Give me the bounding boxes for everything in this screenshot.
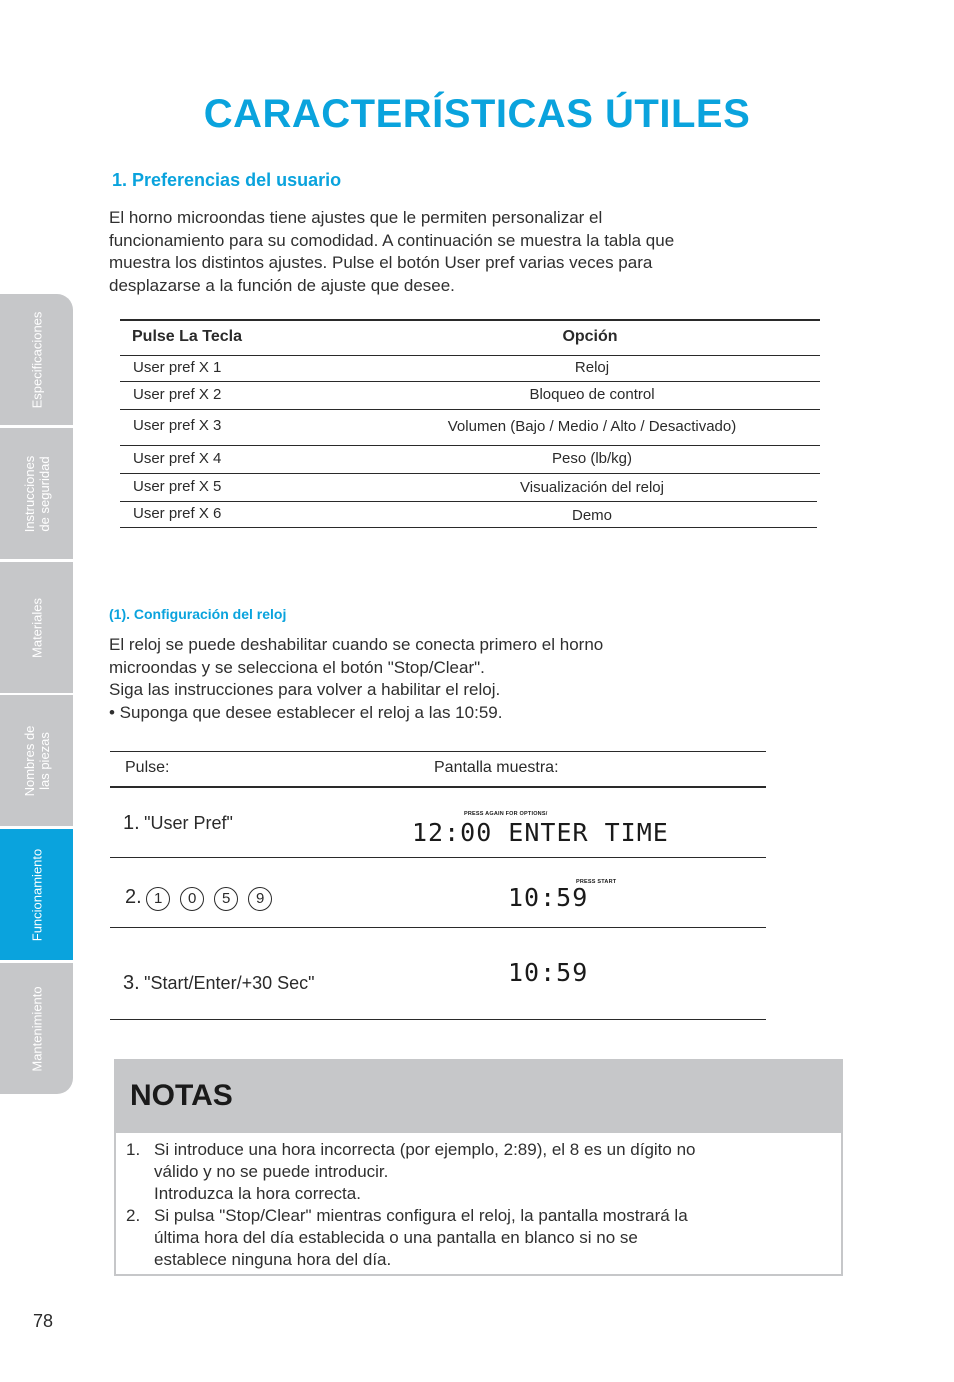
- user-pref-table: [120, 319, 820, 528]
- subsection-heading-reloj: (1). Configuración del reloj: [109, 606, 287, 622]
- table-header: [120, 319, 820, 356]
- section-heading-preferencias: 1. Preferencias del usuario: [112, 170, 342, 190]
- tab-label: Mantenimiento: [29, 985, 44, 1072]
- paragraph-line: El horno microondas tiene ajustes que le permiten personalizar el: [109, 208, 603, 227]
- table-row: [120, 356, 820, 382]
- notes-header: [116, 1061, 841, 1133]
- page-number: 78: [33, 1311, 54, 1331]
- step-label: [125, 886, 282, 911]
- step-number: 2.: [125, 886, 142, 908]
- table-cell: User pref X 2: [133, 386, 222, 403]
- step-number: 1.: [123, 812, 140, 834]
- table-row: [120, 446, 820, 474]
- column-header: Pulse La Tecla: [132, 328, 242, 345]
- step-row: [110, 928, 766, 1020]
- table-cell: User pref X 1: [133, 359, 222, 376]
- display-readout: 10:59: [508, 883, 589, 912]
- column-header: Pantalla muestra:: [434, 759, 559, 776]
- tab-label: Especificaciones: [29, 311, 44, 408]
- note-number: 1.: [126, 1140, 141, 1159]
- tab-especificaciones[interactable]: [0, 294, 73, 425]
- table-cell: Volumen (Bajo / Medio / Alto / Desactivado): [447, 418, 737, 435]
- note-line: Introduzca la hora correcta.: [154, 1184, 361, 1203]
- step-text: "User Pref": [144, 813, 233, 833]
- key-9-button: 9: [248, 887, 272, 911]
- table-header: [110, 751, 766, 788]
- table-cell: User pref X 3: [133, 417, 222, 434]
- table-cell: Reloj: [574, 359, 610, 376]
- note-line: Si pulsa "Stop/Clear" mientras configura el reloj, la pantalla mostrará la: [154, 1206, 688, 1225]
- list-item: [126, 1139, 826, 1205]
- tab-label-line: Instrucciones: [21, 455, 37, 532]
- key-1-button: 1: [146, 887, 170, 911]
- tab-materiales[interactable]: [0, 562, 73, 693]
- step-row: [110, 858, 766, 928]
- display-readout: 12:00 ENTER TIME: [412, 818, 669, 847]
- list-item: [126, 1205, 826, 1271]
- note-number: 2.: [126, 1206, 141, 1225]
- key-5-button: 5: [214, 887, 238, 911]
- table-row: [120, 502, 817, 528]
- side-navigation: [0, 294, 73, 1094]
- note-line: establece ninguna hora del día.: [154, 1250, 392, 1269]
- paragraph-line: Siga las instrucciones para volver a habilitar el reloj.: [109, 680, 501, 699]
- display-small-text: PRESS AGAIN FOR OPTIONS/: [464, 811, 548, 817]
- step-label: [123, 972, 315, 995]
- table-row: [120, 474, 817, 502]
- section-paragraph: [109, 634, 829, 724]
- section-paragraph: [109, 207, 829, 297]
- note-line: Si introduce una hora incorrecta (por ejemplo, 2:89), el 8 es un dígito no: [154, 1140, 696, 1159]
- table-cell: Bloqueo de control: [529, 386, 655, 403]
- tab-label-line: Nombres de: [21, 725, 37, 796]
- table-cell: Demo: [571, 507, 612, 524]
- tab-label: Funcionamiento: [29, 848, 44, 941]
- table-cell: User pref X 6: [133, 505, 222, 522]
- tab-label: [22, 455, 52, 532]
- key-0-button: 0: [180, 887, 204, 911]
- tab-funcionamiento[interactable]: [0, 829, 73, 960]
- table-cell: Peso (lb/kg): [551, 450, 633, 467]
- step-number: 3.: [123, 972, 140, 994]
- tab-label-line: las piezas: [36, 731, 52, 790]
- table-cell: User pref X 4: [133, 450, 222, 467]
- step-label: [123, 812, 233, 835]
- column-header: Opción: [562, 328, 618, 345]
- paragraph-line: desplazarse a la función de ajuste que desee.: [109, 275, 455, 295]
- paragraph-line: El reloj se puede deshabilitar cuando se conecta primero el horno: [109, 635, 604, 654]
- notes-list: [126, 1139, 826, 1271]
- note-line: válido y no se puede introducir.: [154, 1162, 389, 1181]
- page-title: CARACTERÍSTICAS ÚTILES: [203, 92, 751, 136]
- tab-label: Materiales: [29, 597, 44, 658]
- tab-label: [22, 725, 52, 796]
- clock-steps-table: [110, 751, 766, 1020]
- paragraph-line: muestra los distintos ajustes. Pulse el botón User pref varias veces para: [109, 253, 653, 272]
- display-readout: 10:59: [508, 958, 589, 987]
- paragraph-line: • Suponga que desee establecer el reloj a las 10:59.: [109, 702, 503, 722]
- tab-label-line: de seguridad: [36, 455, 52, 532]
- display-small-text: PRESS START: [576, 879, 617, 885]
- table-row: [120, 382, 820, 410]
- paragraph-line: funcionamiento para su comodidad. A continuación se muestra la tabla que: [109, 230, 675, 250]
- note-line: última hora del día establecida o una pantalla en blanco si no se: [154, 1228, 638, 1247]
- table-cell: User pref X 5: [133, 478, 222, 495]
- notes-box: [114, 1059, 843, 1276]
- tab-nombres-de-las-piezas[interactable]: [0, 695, 73, 826]
- step-row: [110, 788, 766, 858]
- step-text: "Start/Enter/+30 Sec": [144, 973, 315, 993]
- tab-instrucciones-de-seguridad[interactable]: [0, 428, 73, 559]
- table-cell: Visualización del reloj: [520, 479, 664, 496]
- tab-mantenimiento[interactable]: [0, 963, 73, 1094]
- paragraph-line: microondas y se selecciona el botón "Stop/Clear".: [109, 657, 485, 677]
- notes-title: NOTAS: [130, 1079, 233, 1112]
- table-row: [120, 410, 820, 446]
- column-header: Pulse:: [125, 759, 170, 776]
